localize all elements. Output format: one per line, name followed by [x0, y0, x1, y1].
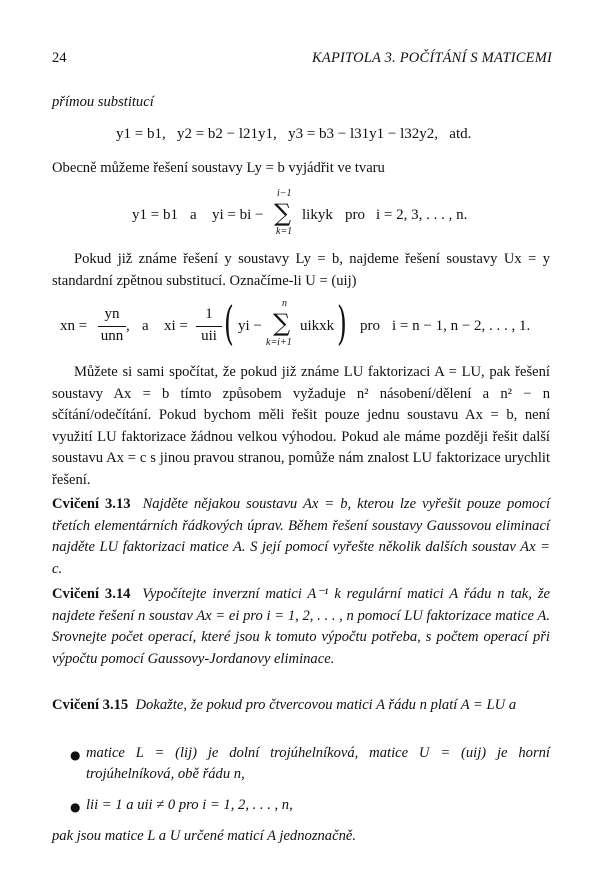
chapter-title: KAPITOLA 3. POČÍTÁNÍ S MATICEMI	[312, 50, 552, 66]
intro-text: přímou substitucí	[52, 94, 154, 110]
exercise-3-14	[52, 584, 550, 670]
eq3-range: i = n − 1, n − 2, . . . , 1.	[392, 318, 531, 334]
exercise-3-15-bullet-1: matice L = (lij) je dolní trojúhelníková, matice U = (uij) je horní trojúhelníková, obě řádu n,	[86, 745, 550, 782]
eq2-mid: yi = bi −	[212, 207, 264, 223]
paragraph-lu-cost: Můžete si sami spočítat, že pokud již známe LU faktorizaci A = LU, pak řešení soustavy Ax = b tímto způsobem vyžaduje n² násobení/dělení a n² − n sčítání/odečítání. Pokud bychom měli řešit pouze jednu soustavu Ax = b, není využití LU faktorizace žádnou velkou výhodou. Pokud ale máme později řešit další soustavu Ax = c s jinou pravou stranou, pomůže nám znalost LU faktorizace urychlit řešení.	[52, 364, 550, 488]
exercise-3-13-body: Najděte nějakou soustavu Ax = b, kterou lze vyřešit pouze pomocí třetích elementárních řádkových úprav. Během řešení soustavy Gaussovou eliminací najděte LU faktorizaci matice A. S její pomocí vyřešte několik dalších soustav Ax = c.	[52, 496, 550, 577]
bullet-2-marker: ●	[70, 800, 81, 814]
eq2-pro: pro	[345, 207, 365, 223]
eq3-xi: xi =	[164, 318, 188, 334]
exercise-3-15	[52, 695, 550, 717]
eq1-part-a: y1 = b1,	[116, 126, 166, 142]
exercise-3-15-title: Cvičení 3.15	[52, 697, 129, 713]
eq3-left-paren: (	[224, 296, 234, 350]
eq2-term: likyk	[302, 207, 333, 223]
exercise-3-14-title: Cvičení 3.14	[52, 586, 131, 602]
exercise-3-15-conclusion: pak jsou matice L a U určené maticí A jednoznačně.	[52, 828, 356, 844]
eq3-frac1-line	[98, 326, 126, 327]
eq3-frac2-line	[196, 326, 222, 327]
exercise-3-15-bullet-2: lii = 1 a uii ≠ 0 pro i = 1, 2, . . . , n,	[86, 797, 293, 813]
eq3-sum-upper: n	[282, 298, 287, 309]
eq3-term: uikxk	[300, 318, 335, 334]
eq3-right-paren: )	[337, 296, 347, 350]
exercise-3-14-body: Vypočítejte inverzní matici A⁻¹ k regulární matici A řádu n tak, že najdete řešení n soustav Ax = ei pro i = 1, 2, . . . , n pomocí LU faktorizace matice A. Srovnejte počet operací, které jsou k tomuto výpočtu potřeba, s počtem operací při výpočtu pomocí Gaussovy-Jordanovy eliminace.	[52, 586, 550, 667]
eq3-frac2-numerator: 1	[205, 306, 213, 322]
page-header	[52, 50, 552, 70]
eq3-frac2-denominator: uii	[201, 328, 217, 344]
eq3-and: a	[142, 318, 149, 334]
eq1-part-b: y2 = b2 − l21y1,	[176, 126, 277, 142]
eq3-frac1-denominator: unn	[100, 328, 124, 344]
eq3-inner-y: yi −	[238, 318, 262, 334]
eq2-and: a	[190, 207, 197, 223]
page-number: 24	[52, 50, 67, 66]
bullet-1-marker: ●	[70, 748, 81, 762]
exercise-3-15-body: Dokažte, že pokud pro čtvercovou matici A řádu n platí A = LU a	[135, 697, 517, 713]
eq3-comma: ,	[126, 318, 130, 334]
paragraph-general-solution: Obecně můžeme řešení soustavy Ly = b vyjádřit ve tvaru	[52, 160, 385, 176]
eq1-part-c: y3 = b3 − l31y1 − l32y2,	[288, 126, 439, 142]
eq3-sum-lower: k=i+1	[266, 337, 292, 348]
eq2-sum-lower: k=1	[276, 226, 293, 237]
eq2-range: i = 2, 3, . . . , n.	[376, 207, 468, 223]
eq2-left: y1 = b1	[132, 207, 178, 223]
eq1-part-d: atd.	[449, 126, 472, 142]
exercise-3-13	[52, 494, 550, 580]
eq3-frac1-numerator: yn	[104, 306, 120, 322]
eq3-sum-sign: ∑	[273, 309, 291, 337]
paragraph-back-substitution: Pokud již známe řešení y soustavy Ly = b, najdeme řešení soustavy Ux = y standardní zpětnou substitucí. Označíme-li U = (uij)	[52, 251, 550, 289]
eq2-sum-sign: ∑	[274, 199, 292, 227]
eq3-lhs: xn =	[60, 318, 88, 334]
equation-forward-substitution	[116, 126, 471, 143]
eq2-sum-upper: i−1	[277, 188, 292, 199]
exercise-3-13-title: Cvičení 3.13	[52, 496, 131, 512]
eq3-pro: pro	[360, 318, 380, 334]
